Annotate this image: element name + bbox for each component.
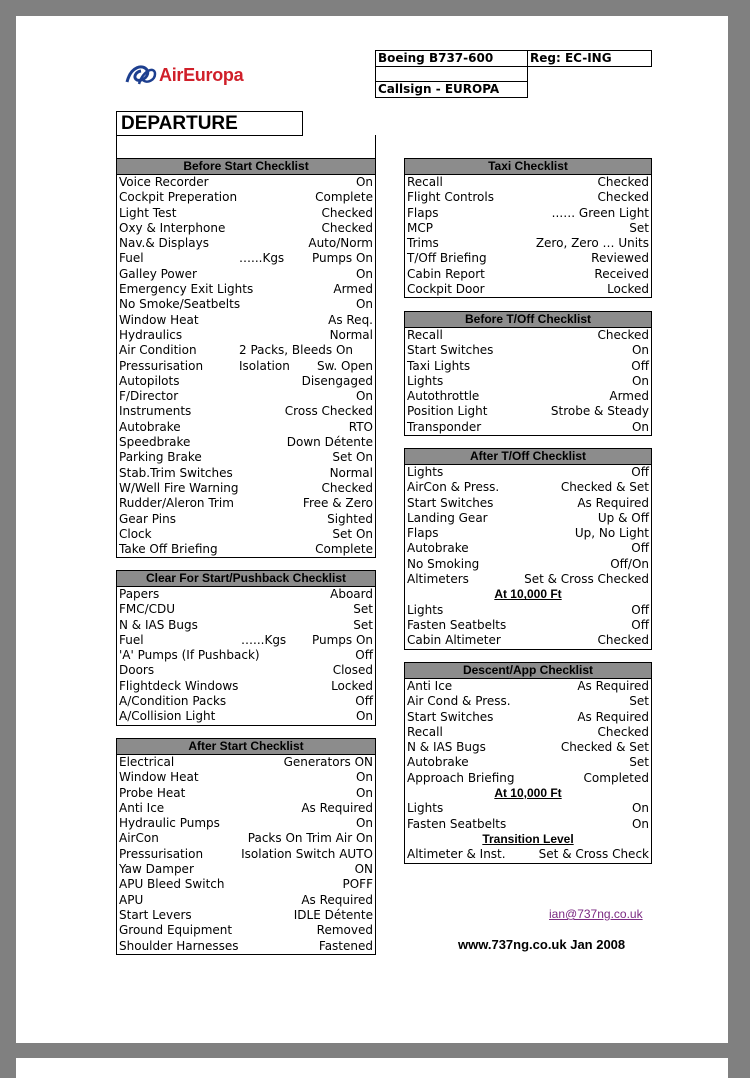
item-value: Set [629, 755, 649, 770]
item-value: Packs On Trim Air On [247, 831, 373, 846]
checklist-row [405, 679, 651, 694]
item-label: FMC/CDU [119, 602, 176, 617]
checklist-row [117, 862, 375, 877]
page-title: DEPARTURE [116, 111, 303, 136]
checklist-rows [405, 328, 651, 435]
item-label: Recall [407, 328, 443, 342]
item-value: Received [594, 266, 649, 281]
checklist-row [117, 633, 375, 648]
item-value: Off [631, 602, 649, 617]
item-value: Off [631, 358, 649, 373]
item-value: Generators ON [283, 755, 373, 769]
item-value: Off [631, 465, 649, 479]
item-label: 'A' Pumps (If Pushback) [119, 648, 260, 663]
item-label: Position Light [407, 404, 488, 419]
item-value: Sw. Open [316, 358, 373, 373]
email-link[interactable]: ian@737ng.co.uk [549, 907, 643, 921]
checklist-row [405, 541, 651, 556]
checklist-row [117, 297, 375, 312]
item-value: Zero, Zero … Units [535, 236, 649, 251]
item-label: Fasten Seatbelts [407, 617, 507, 632]
checklist-row [405, 526, 651, 541]
item-value: Strobe & Steady [550, 404, 649, 419]
item-value: Checked [597, 328, 649, 342]
item-label: Recall [407, 724, 443, 739]
checklist-row [117, 618, 375, 633]
checklist-title: Before Start Checklist [117, 159, 375, 175]
item-value: Fastened [318, 938, 373, 953]
checklist-row [405, 725, 651, 740]
item-label: No Smoke/Seatbelts [119, 297, 241, 312]
checklist-row [117, 206, 375, 221]
item-label: Flaps [407, 205, 439, 220]
item-label: MCP [407, 220, 433, 235]
item-value: Set On [332, 450, 373, 465]
item-label: Doors [119, 663, 155, 678]
item-label: Autobrake [407, 541, 469, 556]
item-value: Off [355, 648, 373, 663]
registration: Reg: EC-ING [527, 50, 652, 67]
item-label: Ground Equipment [119, 923, 233, 938]
taxi-checklist [404, 158, 652, 298]
item-value: Checked [597, 724, 649, 739]
checklist-row [117, 175, 375, 190]
checklist-rows [405, 175, 651, 297]
item-label: Altimeters [407, 572, 469, 587]
item-value: As Required [301, 892, 373, 907]
item-value: On [355, 816, 373, 831]
title-spacer [116, 135, 376, 158]
checklist-row [405, 603, 651, 618]
item-label: Autopilots [119, 373, 180, 388]
item-label: A/Collision Light [119, 709, 216, 724]
item-label: Voice Recorder [119, 175, 209, 189]
item-value: Pumps On [311, 251, 373, 266]
item-detail: 2 Packs, Bleeds On [239, 343, 353, 358]
item-label: Take Off Briefing [119, 542, 218, 557]
item-label: N & IAS Bugs [119, 617, 198, 632]
checklist-row [405, 572, 651, 587]
item-label: Autothrottle [407, 389, 480, 404]
item-value: Isolation Switch AUTO [241, 846, 373, 861]
checklist-title: Clear For Start/Pushback Checklist [117, 571, 375, 587]
item-label: Transponder [407, 419, 482, 434]
checklist-row [117, 450, 375, 465]
item-value: Off [631, 617, 649, 632]
item-label: Electrical [119, 755, 175, 769]
item-value: Complete [315, 190, 373, 205]
checklist-row [117, 893, 375, 908]
checklist-row [117, 527, 375, 542]
checklist-row [405, 175, 651, 190]
item-label: Lights [407, 373, 444, 388]
item-value: Completed [583, 770, 649, 785]
item-label: Speedbrake [119, 435, 191, 450]
item-value: On [355, 266, 373, 281]
checklist-row [117, 587, 375, 602]
checklist-row [117, 877, 375, 892]
item-value: Set & Cross Checked [524, 572, 649, 587]
checklist-row [117, 435, 375, 450]
checklist-row [405, 420, 651, 435]
item-value: As Req. [328, 312, 373, 327]
checklist-row [405, 557, 651, 572]
airline-name: AirEuropa [159, 64, 244, 85]
item-value: Disengaged [301, 373, 373, 388]
checklist-row [117, 923, 375, 938]
checklist-row [117, 694, 375, 709]
item-label: Flight Controls [407, 190, 494, 205]
item-label: Shoulder Harnesses [119, 938, 239, 953]
clear-for-start-checklist [116, 570, 376, 726]
checklist-title: After Start Checklist [117, 739, 375, 755]
item-value: Up & Off [597, 510, 649, 525]
item-label: Light Test [119, 205, 177, 220]
item-label: Trims [407, 236, 439, 251]
item-value: As Required [577, 679, 649, 693]
item-value: As Required [301, 800, 373, 815]
checklist-row [117, 816, 375, 831]
item-value: Complete [315, 542, 373, 557]
item-value: Closed [332, 663, 373, 678]
next-page-edge [16, 1058, 728, 1078]
checklist-row [117, 236, 375, 251]
before-takeoff-checklist [404, 311, 652, 436]
checklist-row [405, 633, 651, 648]
checklist-row [117, 328, 375, 343]
descent-approach-checklist [404, 662, 652, 864]
checklist-row [405, 251, 651, 266]
item-label: APU [119, 892, 144, 907]
checklist-row [117, 679, 375, 694]
checklist-row [405, 359, 651, 374]
item-value: On [355, 770, 373, 785]
checklist-row [405, 740, 651, 755]
item-label: Start Switches [407, 495, 494, 510]
item-label: N & IAS Bugs [407, 740, 486, 755]
section-subheading: Transition Level [482, 831, 574, 846]
checklist-row [117, 908, 375, 923]
section-subheading: At 10,000 Ft [494, 587, 562, 602]
checklist-row [405, 801, 651, 816]
checklist-row [117, 496, 375, 511]
item-label: Autobrake [407, 755, 469, 770]
item-label: Instruments [119, 404, 192, 419]
item-value: Checked [321, 480, 373, 495]
checklist-rows [405, 465, 651, 649]
item-value: As Required [577, 709, 649, 724]
item-value: Set [353, 617, 373, 632]
item-label: F/Director [119, 389, 179, 404]
checklist-row [117, 251, 375, 266]
checklist-row [117, 374, 375, 389]
checklist-row [405, 267, 651, 282]
item-value: ON [354, 862, 373, 877]
checklist-row [405, 221, 651, 236]
footer-text: www.737ng.co.uk Jan 2008 [458, 937, 626, 952]
item-value: Cross Checked [284, 404, 373, 419]
checklist-row [117, 770, 375, 785]
item-label: Clock [119, 526, 152, 541]
item-value: Up, No Light [574, 526, 649, 541]
item-label: AirCon & Press. [407, 480, 500, 495]
checklist-row [117, 466, 375, 481]
item-label: Pressurisation [119, 358, 204, 373]
aireuropa-swirl-icon [125, 62, 157, 88]
checklist-row [405, 465, 651, 480]
item-value: On [631, 816, 649, 831]
item-label: Start Levers [119, 907, 192, 922]
item-label: Pressurisation [119, 846, 204, 861]
item-value: Checked & Set [560, 740, 649, 755]
checklist-row [117, 663, 375, 678]
item-label: Fuel [119, 632, 144, 647]
item-label: Altimeter & Inst. [407, 847, 506, 862]
item-value: On [631, 801, 649, 816]
item-label: A/Condition Packs [119, 694, 227, 709]
checklist-title: Descent/App Checklist [405, 663, 651, 679]
item-value: Locked [331, 678, 373, 693]
checklist-row [117, 282, 375, 297]
item-label: Cabin Altimeter [407, 633, 501, 648]
item-value: Checked & Set [560, 480, 649, 495]
item-value: ..…. Green Light [551, 205, 649, 220]
item-label: AirCon [119, 831, 159, 846]
item-label: Hydraulic Pumps [119, 816, 220, 831]
item-value: On [631, 343, 649, 358]
item-label: Galley Power [119, 266, 197, 281]
checklist-row [405, 710, 651, 725]
checklist-row [117, 267, 375, 282]
item-label: Lights [407, 465, 444, 479]
item-label: Cockpit Door [407, 282, 485, 297]
checklist-row [405, 282, 651, 297]
item-value: Checked [597, 190, 649, 205]
checklist-row [405, 771, 651, 786]
item-label: Cabin Report [407, 266, 485, 281]
checklist-row [117, 190, 375, 205]
checklist-title: Taxi Checklist [405, 159, 651, 175]
item-label: Landing Gear [407, 510, 488, 525]
item-value: Armed [609, 389, 649, 404]
after-start-checklist [116, 738, 376, 955]
item-value: Removed [316, 923, 373, 938]
item-label: Flightdeck Windows [119, 678, 239, 693]
before-start-checklist [116, 158, 376, 558]
item-value: Armed [333, 282, 373, 297]
checklist-row [405, 236, 651, 251]
after-takeoff-checklist [404, 448, 652, 650]
item-label: Nav.& Displays [119, 236, 209, 251]
item-value: Sighted [327, 511, 373, 526]
checklist-rows [117, 175, 375, 557]
checklist-row [405, 480, 651, 495]
checklist-row [405, 496, 651, 511]
item-value: On [355, 297, 373, 312]
item-label: Rudder/Aleron Trim [119, 496, 234, 511]
checklist-row [117, 709, 375, 724]
item-label: Fasten Seatbelts [407, 816, 507, 831]
item-label: Hydraulics [119, 327, 183, 342]
item-label: Start Switches [407, 709, 494, 724]
checklist-row [117, 359, 375, 374]
item-value: Off [631, 541, 649, 556]
checklist-row [405, 847, 651, 862]
item-value: On [355, 175, 373, 189]
item-value: Normal [329, 465, 373, 480]
item-value: Off/On [610, 556, 649, 571]
item-value: Set [629, 220, 649, 235]
item-label: Air Condition [119, 343, 197, 358]
item-value: Set [353, 602, 373, 617]
item-value: Set & Cross Check [538, 847, 649, 862]
checklist-row [405, 190, 651, 205]
checklist-row [117, 343, 375, 358]
item-value: Locked [607, 282, 649, 297]
checklist-row [405, 817, 651, 832]
item-label: Start Switches [407, 343, 494, 358]
checklist-row [405, 206, 651, 221]
checklist-rows [117, 755, 375, 954]
item-value: On [355, 709, 373, 724]
checklist-title: Before T/Off Checklist [405, 312, 651, 328]
item-label: Papers [119, 587, 160, 601]
checklist-row [405, 328, 651, 343]
item-value: Checked [597, 175, 649, 189]
checklist-row [117, 801, 375, 816]
item-label: Anti Ice [119, 800, 165, 815]
item-label: Oxy & Interphone [119, 220, 226, 235]
item-value: Off [355, 694, 373, 709]
item-label: Emergency Exit Lights [119, 282, 254, 297]
checklist-row [405, 755, 651, 770]
checklist-row [117, 648, 375, 663]
item-label: APU Bleed Switch [119, 877, 225, 892]
item-label: Approach Briefing [407, 770, 515, 785]
checklist-row [117, 939, 375, 954]
item-value: Checked [597, 633, 649, 648]
section-subheading: At 10,000 Ft [494, 786, 562, 801]
checklist-row [405, 374, 651, 389]
item-label: T/Off Briefing [407, 251, 487, 266]
item-label: Gear Pins [119, 511, 176, 526]
checklist-row [117, 831, 375, 846]
item-value: On [355, 389, 373, 404]
checklist-rows [405, 679, 651, 863]
checklist-row [405, 389, 651, 404]
checklist-rows [117, 587, 375, 725]
checklist-row [117, 313, 375, 328]
item-label: Window Heat [119, 770, 199, 785]
item-value: As Required [577, 495, 649, 510]
item-label: Lights [407, 801, 444, 816]
aircraft-type: Boeing B737-600 [375, 50, 528, 67]
item-value: Checked [321, 220, 373, 235]
item-value: Pumps On [311, 632, 373, 647]
item-label: Window Heat [119, 312, 199, 327]
checklist-row [405, 618, 651, 633]
item-detail: …...Kgs [239, 251, 285, 266]
checklist-row [117, 755, 375, 770]
item-value: Auto/Norm [308, 236, 373, 251]
item-value: Set [629, 694, 649, 709]
item-label: Air Cond & Press. [407, 694, 511, 709]
checklist-row [117, 602, 375, 617]
item-label: W/Well Fire Warning [119, 480, 239, 495]
item-value: Normal [329, 327, 373, 342]
item-value: POFF [342, 877, 373, 892]
item-label: Parking Brake [119, 450, 202, 465]
item-label: Taxi Lights [407, 358, 471, 373]
item-label: Yaw Damper [119, 862, 194, 877]
callsign: Callsign - EUROPA [375, 81, 528, 98]
item-label: No Smoking [407, 556, 480, 571]
item-value: Aboard [330, 587, 373, 601]
item-value: IDLE Détente [293, 907, 373, 922]
item-detail: Isolation [239, 358, 290, 373]
checklist-row [117, 221, 375, 236]
checklist-row [117, 786, 375, 801]
aireuropa-logo [125, 60, 243, 90]
item-label: Autobrake [119, 419, 181, 434]
item-value: RTO [348, 419, 373, 434]
checklist-row [117, 847, 375, 862]
checklist-row [405, 404, 651, 419]
checklist-row [117, 404, 375, 419]
checklist-row [405, 511, 651, 526]
item-value: Set On [332, 526, 373, 541]
item-detail: …...Kgs [241, 632, 287, 647]
item-label: Stab.Trim Switches [119, 465, 233, 480]
checklist-title: After T/Off Checklist [405, 449, 651, 465]
checklist-row [405, 694, 651, 709]
checklist-row [117, 481, 375, 496]
header-blank-cell [375, 66, 528, 82]
checklist-row [405, 343, 651, 358]
item-value: Checked [321, 205, 373, 220]
item-value: Reviewed [591, 251, 649, 266]
checklist-row [117, 420, 375, 435]
checklist-row [117, 542, 375, 557]
item-label: Lights [407, 602, 444, 617]
item-label: Cockpit Preperation [119, 190, 238, 205]
item-value: Free & Zero [302, 496, 373, 511]
item-label: Anti Ice [407, 679, 453, 693]
checklist-row [117, 512, 375, 527]
item-value: On [355, 785, 373, 800]
item-label: Fuel [119, 251, 144, 266]
item-value: On [631, 419, 649, 434]
item-value: Down Détente [286, 435, 373, 450]
item-label: Recall [407, 175, 443, 189]
item-value: On [631, 373, 649, 388]
checklist-row [117, 389, 375, 404]
item-label: Probe Heat [119, 785, 186, 800]
item-label: Flaps [407, 526, 439, 541]
